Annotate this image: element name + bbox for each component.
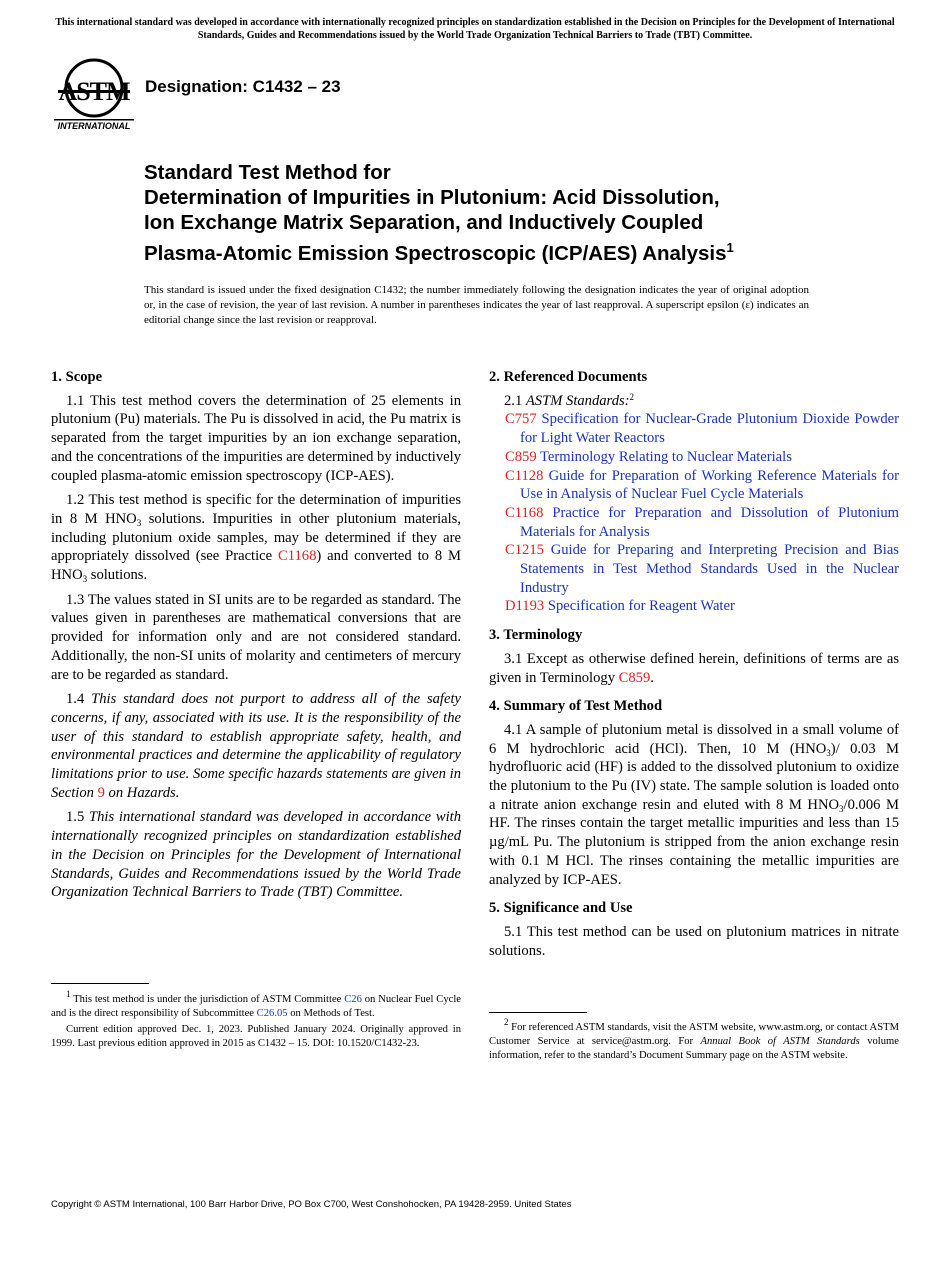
footnote-1: $^1$ This test method is under the jurisdiction of ASTM Committee C26 on Nuclear Fuel Cycle and is the direct responsibility of Subcommittee C26.05 on Methods of Test. Current edition approved Dec. 1, 2023. Published January 2024. Originally approved in 1999. Last previous edition approved in 2015 as C1432 – 15. DOI: 10.1520/C1432-23. bbox=[51, 989, 461, 1049]
section-heading-scope: 1. Scope bbox=[51, 369, 103, 385]
logo-text: ASTM bbox=[58, 77, 130, 106]
link-section-9[interactable]: 9 bbox=[97, 784, 105, 801]
reference-item[interactable]: C1215 Guide for Preparing and Interpreting Precision and Bias Statements in Test Method Standards Used in the Nuclear Industry bbox=[505, 542, 899, 596]
logo-subtext: INTERNATIONAL bbox=[57, 121, 131, 131]
right-column bbox=[489, 368, 899, 966]
link-c859[interactable]: C859 bbox=[618, 669, 651, 686]
section-heading-referenced: 2. Referenced Documents bbox=[489, 369, 648, 385]
paragraph-1-3: 1.3 The values stated in SI units are to be regarded as standard. The values given in parentheses are mathematical conversions that are provided for information only and are not considered standard. Additionally, the non-SI units of molarity and centimeters of mercury are to be regarded as standard. bbox=[51, 591, 461, 683]
reference-item[interactable]: C859 Terminology Relating to Nuclear Materials bbox=[505, 448, 792, 465]
title-line-1: Standard Test Method for bbox=[144, 161, 391, 184]
footnote-2: $^2$ For referenced ASTM standards, visit the ASTM website, www.astm.org, or contact ASTM Customer Service at service@astm.org. For Annual Book of ASTM Standards volume information, refer to the standard’s Document Summary page on the ASTM website. bbox=[489, 1017, 899, 1061]
left-column bbox=[51, 368, 461, 908]
paragraph-2-1: 2.1 ASTM Standards:$^2$ bbox=[504, 391, 635, 409]
reference-item[interactable]: C1168 Practice for Preparation and Dissolution of Plutonium Materials for Analysis bbox=[505, 504, 899, 540]
paragraph-5-1: 5.1 This test method can be used on plutonium matrices in nitrate solutions. bbox=[489, 923, 899, 959]
reference-item[interactable]: C1128 Guide for Preparation of Working Reference Materials for Use in Analysis of Nuclear Fuel Cycle Materials bbox=[505, 467, 899, 503]
section-heading-summary: 4. Summary of Test Method bbox=[489, 698, 663, 715]
reference-item[interactable]: D1193 Specification for Reagent Water bbox=[505, 598, 735, 615]
designation: Designation: C1432 – 23 bbox=[145, 77, 341, 96]
standard-notice: This international standard was developed in accordance with internationally recognized principles on standardization established in the Decision on Principles for the Development of International Standards, Guides and Recommendations issued by the World Trade Organization Technical Barriers to Trade (TBT) Committee. bbox=[55, 17, 895, 41]
footnote-rule-left bbox=[51, 983, 149, 984]
title-line-2: Determination of Impurities in Plutonium: Acid Dissolution, bbox=[144, 186, 720, 209]
footnote-rule-right bbox=[489, 1012, 587, 1013]
paragraph-1-4: 1.4 This standard does not purport to address all of the safety concerns, if any, associated with its use. It is the responsibility of the user of this standard to establish appropriate safety, health, and environmental practices and determine the applicability of regulatory limitations prior to use. Some specific hazards statements are given in Section 9 on Hazards. bbox=[51, 691, 461, 801]
title-line-3: Ion Exchange Matrix Separation, and Inductively Coupled bbox=[144, 211, 704, 234]
footnote-1-edition: Current edition approved Dec. 1, 2023. Published January 2024. Originally approved in 1999. Last previous edition approved in 2015 as C1432 – 15. DOI: 10.1520/C1432-23. bbox=[51, 1024, 461, 1049]
title-line-4: Plasma-Atomic Emission Spectroscopic (ICP/AES) Analysis$^1$ bbox=[144, 240, 734, 265]
document-title bbox=[144, 160, 884, 266]
section-heading-significance: 5. Significance and Use bbox=[489, 900, 633, 917]
reference-list bbox=[489, 410, 899, 616]
paragraph-3-1: 3.1 Except as otherwise defined herein, definitions of terms are as given in Terminology C859. bbox=[489, 650, 899, 686]
reference-item[interactable]: C757 Specification for Nuclear-Grade Plutonium Dioxide Powder for Light Water Reactors bbox=[505, 411, 899, 447]
link-c26-05[interactable]: C26.05 bbox=[256, 1008, 288, 1019]
link-c1168[interactable]: C1168 bbox=[278, 548, 317, 565]
astm-logo-icon bbox=[52, 56, 136, 132]
copyright-footer: Copyright © ASTM International, 100 Barr Harbor Drive, PO Box C700, West Conshohocken, PA 19428-2959. United States bbox=[51, 1199, 572, 1210]
astm-logo bbox=[52, 56, 136, 132]
paragraph-1-1: 1.1 This test method covers the determination of 25 elements in plutonium (Pu) materials. The Pu is dissolved in acid, the Pu matrix is separated from the target impurities by an ion exchange separation, and the concentrations of the impurities are determined by inductively coupled plasma-atomic emission spectroscopy (ICP-AES). bbox=[51, 392, 461, 484]
link-c26[interactable]: C26 bbox=[344, 994, 362, 1005]
section-heading-terminology: 3. Terminology bbox=[489, 627, 583, 644]
paragraph-4-1: 4.1 A sample of plutonium metal is dissolved in a small volume of 6 M hydrochloric acid (HCl). Then, 10 M $(HNO_3)/$ 0.03 M hydrofluoric acid (HF) is added to the dissolved plutonium to oxidize the plutonium to the Pu (IV) state. The sample solution is loaded onto a nitrate anion exchange resin and eluted with 8 M $HNO_3/0.006$ M HF. The rinses contain the target metallic impurities and less than 15 µg/mL Pu. The plutonium is stripped from the anion exchange resin with 0.1 M HCl. The rinses containing the metallic impurities are analyzed by ICP-AES. bbox=[489, 721, 899, 888]
issued-note: This standard is issued under the fixed designation C1432; the number immediately following the designation indicates the year of original adoption or, in the case of revision, the year of last revision. A number in parentheses indicates the year of last reapproval. A superscript epsilon (ε) indicates an editorial change since the last revision or reapproval. bbox=[144, 284, 809, 326]
paragraph-1-5: 1.5 This international standard was developed in accordance with internationally recognized principles on standardization established in the Decision on Principles for the Development of International Standards, Guides and Recommendations issued by the World Trade Organization Technical Barriers to Trade (TBT) Committee. bbox=[51, 809, 462, 901]
paragraph-1-2: 1.2 This test method is specific for the determination of impurities in 8 M $HNO_3$ solutions. Impurities in other plutonium materials, including plutonium oxide samples, may be determined if they are appropriately dissolved (see Practice C1168) and converted to 8 M $HNO_3$ solutions. bbox=[51, 492, 461, 585]
title-footnote-mark: 1 bbox=[726, 240, 734, 255]
